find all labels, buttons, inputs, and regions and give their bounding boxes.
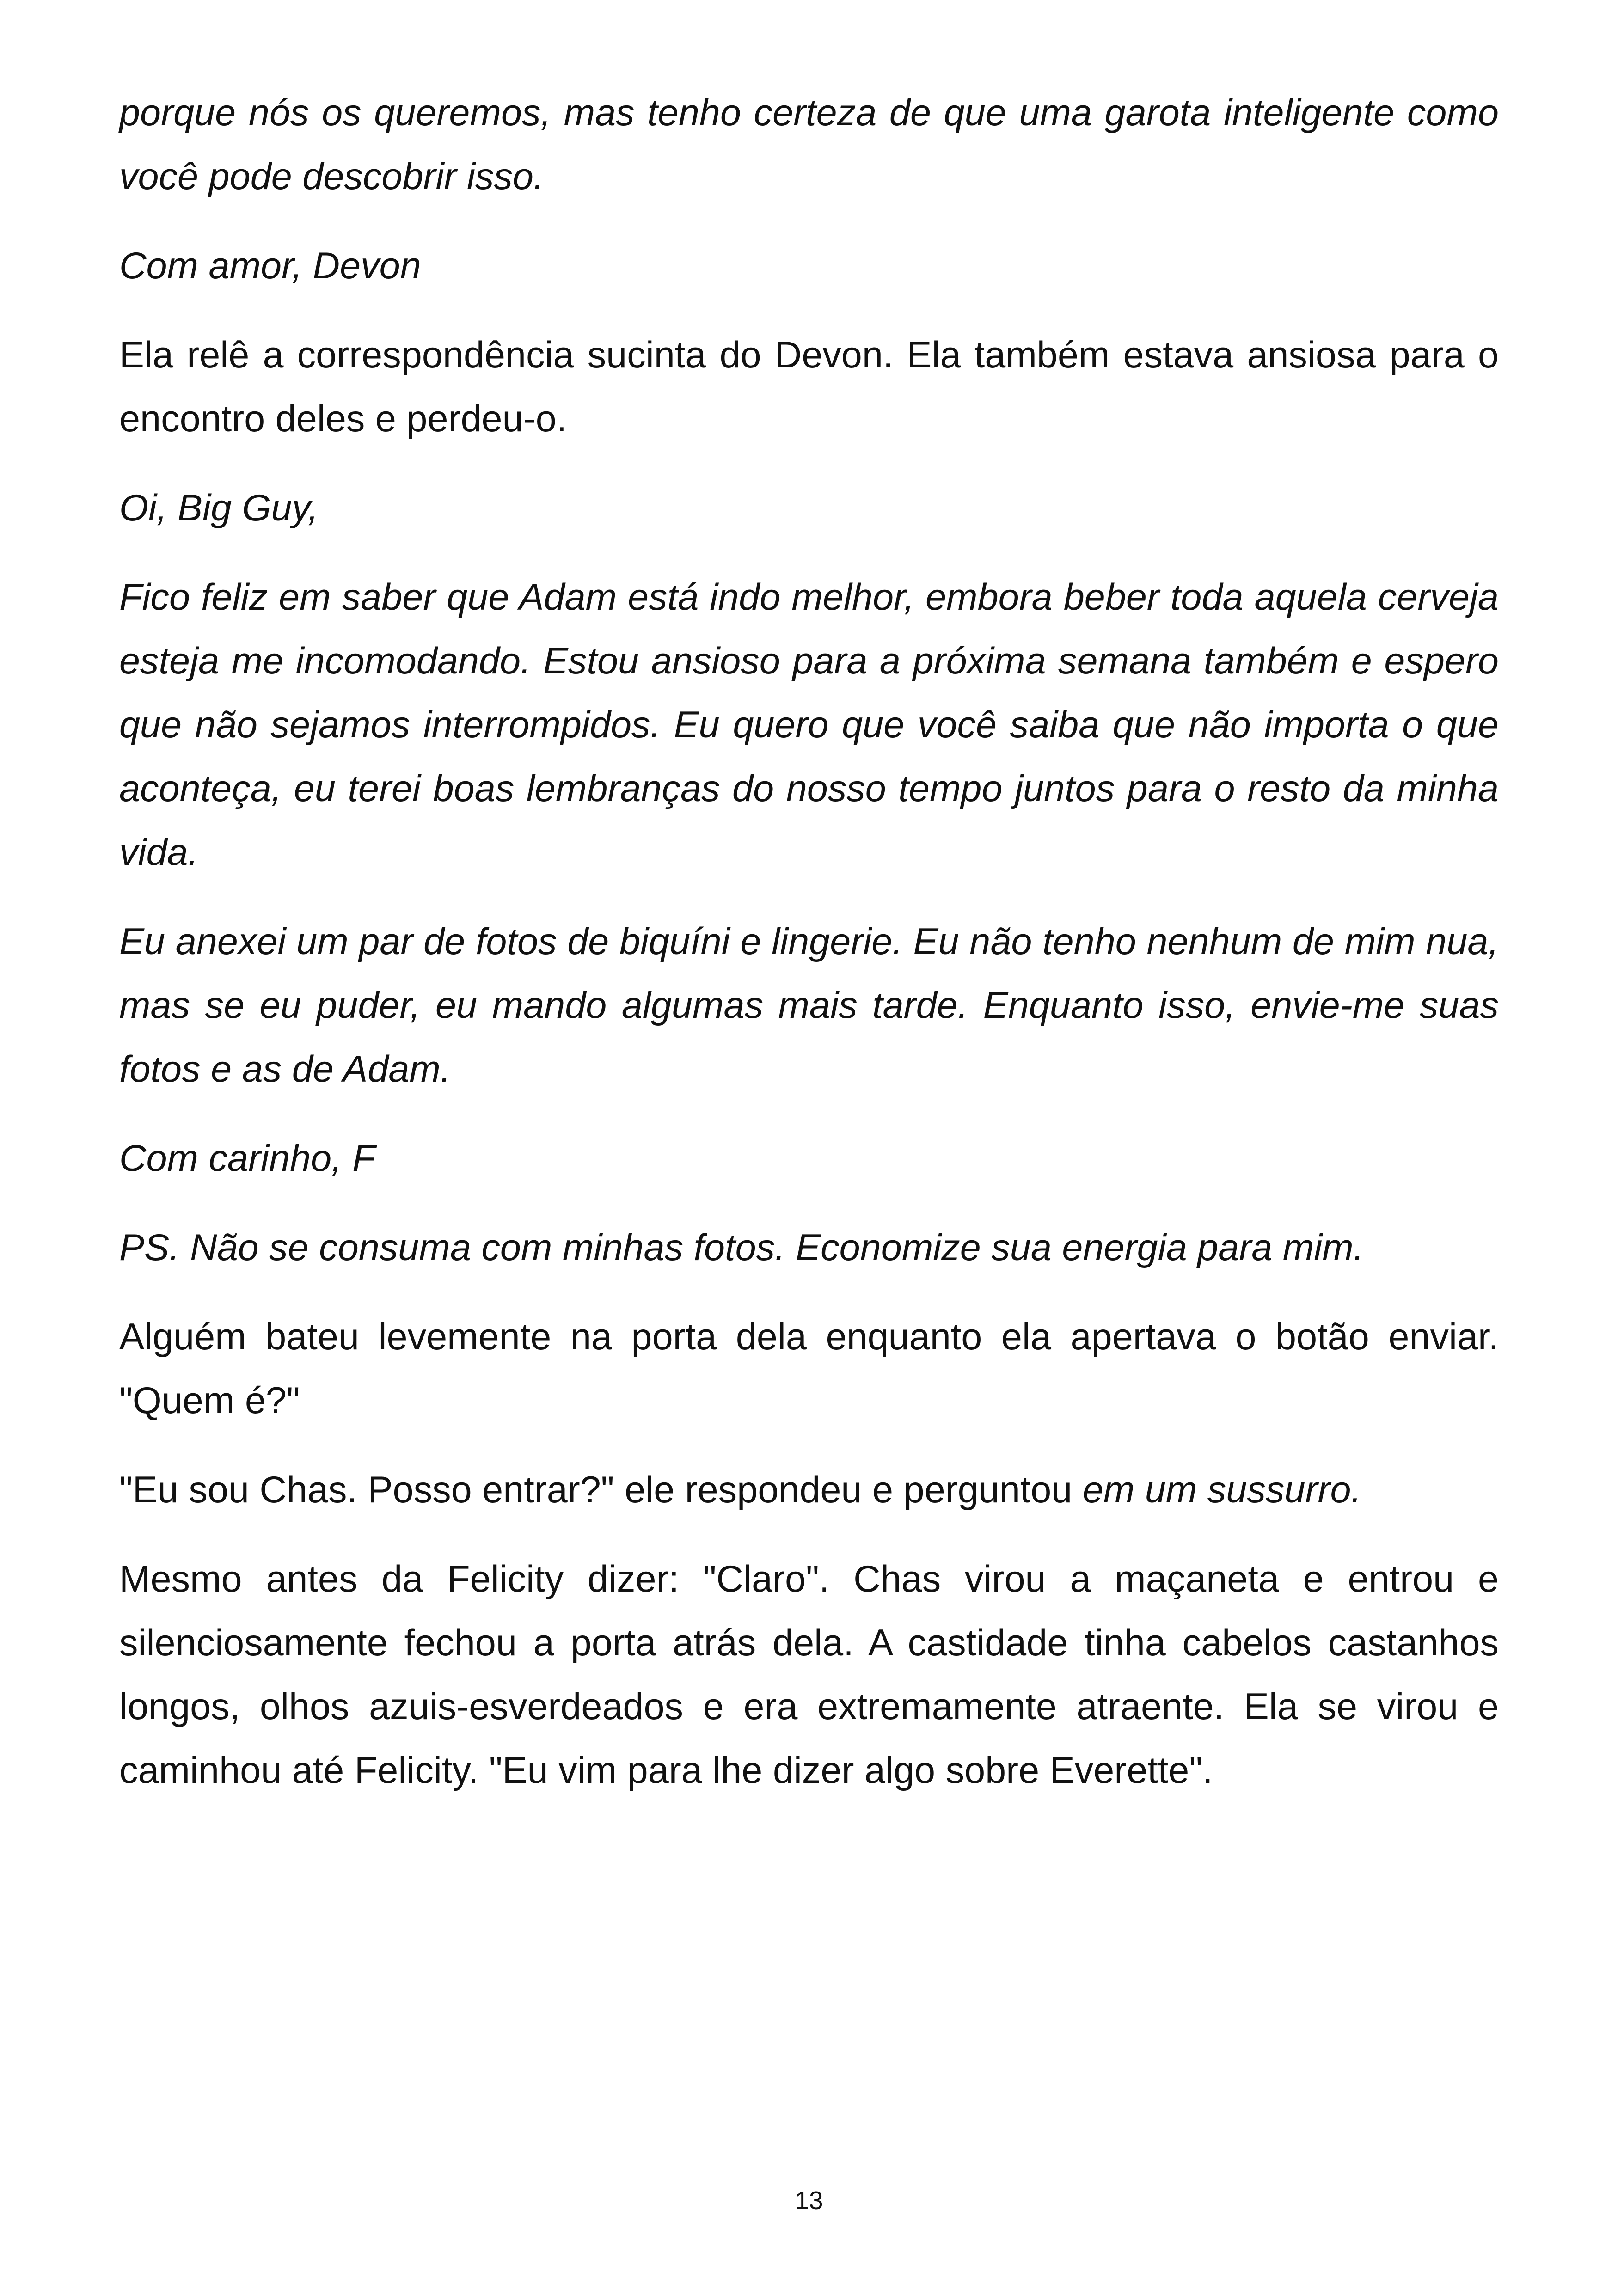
paragraph-signoff-devon bbox=[119, 234, 1499, 298]
paragraph-knock bbox=[119, 1305, 1499, 1433]
text-segment: Eu anexei um par de fotos de biquíni e lingerie. Eu não tenho nenhum de mim nua, mas se eu puder, eu mando algumas mais tarde. Enquanto isso, envie-me suas fotos e as de Adam. bbox=[119, 921, 1499, 1090]
text-segment-italic: em um sussurro. bbox=[1082, 1469, 1362, 1511]
text-segment: Alguém bateu levemente na porta dela enquanto ela apertava o botão enviar. "Quem é?" bbox=[119, 1316, 1499, 1421]
text-segment: "Eu sou Chas. Posso entrar?" ele respondeu e perguntou bbox=[119, 1469, 1083, 1511]
paragraph-chas-enters bbox=[119, 1547, 1499, 1802]
text-segment: Ela relê a correspondência sucinta do Devon. Ela também estava ansiosa para o encontro deles e perdeu-o. bbox=[119, 334, 1499, 440]
paragraph-chas-reply bbox=[119, 1458, 1499, 1522]
text-segment: Oi, Big Guy, bbox=[119, 487, 319, 529]
text-segment: PS. Não se consuma com minhas fotos. Economize sua energia para mim. bbox=[119, 1227, 1364, 1268]
text-segment: Mesmo antes da Felicity dizer: "Claro". Chas virou a maçaneta e entrou e silenciosamente fechou a porta atrás dela. A castidade tinha cabelos castanhos longos, olhos azuis-esverdeados e era extremamente atraente. Ela se virou e caminhou até Felicity. "Eu vim para lhe dizer algo sobre Everette". bbox=[119, 1558, 1499, 1791]
paragraph-letter-body-2 bbox=[119, 910, 1499, 1101]
page-body bbox=[119, 81, 1499, 1828]
paragraph-letter-body-1 bbox=[119, 565, 1499, 884]
paragraph-letter-ending bbox=[119, 81, 1499, 208]
paragraph-signoff-f bbox=[119, 1127, 1499, 1190]
text-segment: Com carinho, F bbox=[119, 1138, 375, 1179]
page-number: 13 bbox=[795, 2186, 823, 2215]
paragraph-narration-reread bbox=[119, 323, 1499, 451]
text-segment: porque nós os queremos, mas tenho certeza de que uma garota inteligente como você pode descobrir isso. bbox=[119, 92, 1499, 197]
paragraph-greeting bbox=[119, 476, 1499, 540]
text-segment: Fico feliz em saber que Adam está indo melhor, embora beber toda aquela cerveja esteja me incomodando. Estou ansioso para a próxima semana também e espero que não sejamos interrompidos. Eu quero que você saiba que não importa o que aconteça, eu terei boas lembranças do nosso tempo juntos para o resto da minha vida. bbox=[119, 576, 1499, 873]
text-segment: Com amor, Devon bbox=[119, 245, 421, 287]
paragraph-postscript bbox=[119, 1216, 1499, 1280]
